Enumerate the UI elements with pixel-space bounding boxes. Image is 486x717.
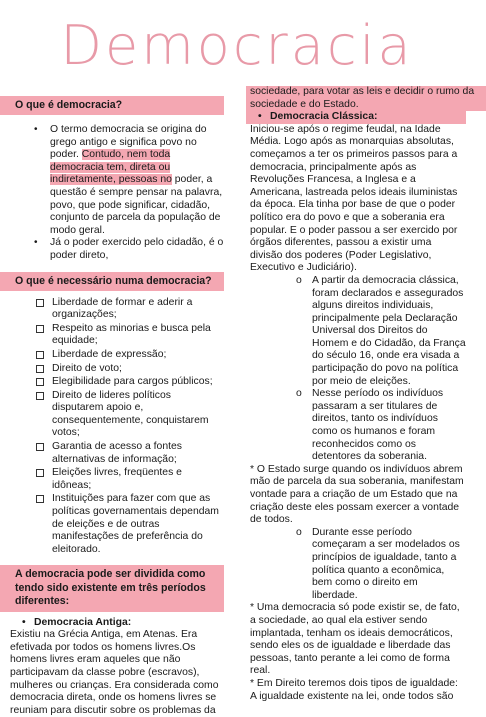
circle-marker: o: [296, 388, 302, 400]
square-bullet-icon: [36, 299, 44, 307]
requirements-list: [10, 297, 224, 557]
square-bullet-icon: [36, 351, 44, 359]
circle-marker: o: [296, 526, 302, 538]
checklist-item: [36, 363, 224, 376]
bullet-marker: •: [34, 237, 38, 249]
circle-item: [296, 527, 466, 603]
square-bullet-icon: [36, 378, 44, 386]
paragraph-continued: sociedade, para votar as leis e decidir o rumo da sociedade e do Estado.: [246, 86, 486, 111]
subheading-text: Democracia Antiga:: [34, 616, 132, 628]
checklist-item: [36, 349, 224, 362]
checklist-item-text: Respeito as minorias e busca pela equidade;: [52, 322, 211, 347]
paragraph-antiga: Existiu na Grécia Antiga, em Atenas. Era efetivada por todos os homens livres.Os homens livres eram aqueles que não participavam da classe pobre (escravos), mulheres ou crianças. Era considerada como democracia direta, onde os homens livres se reuniam para discutir sobre os problemas da: [10, 629, 219, 716]
checklist-item-text: Eleições livres, freqüentes e idôneas;: [52, 467, 182, 491]
checklist-item: [36, 323, 224, 348]
bullet-marker: •: [34, 124, 38, 135]
checklist-item: [36, 441, 224, 466]
checklist-item: [36, 376, 224, 389]
checklist-item: [36, 390, 224, 440]
checklist-item-text: Garantia de acesso a fontes alternativas de informação;: [52, 441, 182, 465]
paragraph-classica: Iniciou-se após o regime feudal, na Idade Média. Logo após as monarquias absolutas, começamos a ter os primeiros passos para a democracia, principalmente após as Revoluções Francesa, a Inglesa e a Americana, lastreada pelos ideais iluministas da época. Ela tinha por base de que o poder político era do povo e que a soberania era popular. E o poder passou a ser exercido por órgãos diferentes, passou a existir uma divisão dos poderes (Poder Legislativo, Executivo e Judiciário).: [250, 123, 458, 274]
checklist-item-text: Liberdade de formar e aderir a organizações;: [52, 296, 193, 321]
checklist-item: [36, 493, 224, 556]
paragraph-estado: * O Estado surge quando os indivíduos abrem mão de parcela da sua soberania, manifestam vontade para a criação de um Estado que na criação deste eles possam exercer a vontade de todos.: [250, 463, 464, 526]
checklist-item: [36, 467, 224, 492]
circle-item-text: A partir da democracia clássica, foram declarados e assegurados alguns direitos individuais, principalmente pela Declaração Universal dos Direitos do Homem e do Cidadão, da França do século 16, onde era visada a participação do povo na política por meio de eleições.: [312, 274, 466, 387]
bullet-text: O termo democracia se origina do grego antigo e significa povo no poder. Contudo, nem toda democracia tem, direta ou indiretamente, pessoas no poder, a questão é sempre pensar na palavra, povo, que pode significar, cidadão, conjunto de parcela da população de modo geral.: [50, 124, 223, 236]
section-heading-requirements: O que é necessário numa democracia?: [0, 272, 224, 291]
bullet-text: Já o poder exercido pelo cidadão, é o poder direto,: [50, 237, 224, 261]
circle-item: [296, 275, 466, 388]
checklist-item-text: Elegibilidade para cargos públicos;: [52, 376, 213, 388]
circle-item-text: Nesse período os indivíduos passaram a ser titulares de direitos, tanto os indivíduos como os humanos e foram reconhecidos como os detentores da soberania.: [312, 388, 444, 463]
left-column: [10, 96, 224, 717]
right-column: [250, 86, 475, 703]
bullet-item: [34, 237, 224, 262]
paragraph-uma-democracia: * Uma democracia só pode existir se, de fato, a sociedade, ao qual ela estiver sendo implantada, tenham os ideais democráticos, sendo eles os de igualdade e liberdade das pessoas, tanto perante a lei como de forma real.: [250, 602, 460, 677]
square-bullet-icon: [36, 365, 44, 373]
subheading-text: Democracia Clássica:: [270, 111, 378, 123]
bullet-marker: •: [258, 111, 262, 123]
page-title: Democracia: [60, 14, 414, 77]
square-bullet-icon: [36, 392, 44, 400]
circle-marker: o: [296, 274, 302, 286]
checklist-item-text: Liberdade de expressão;: [52, 348, 167, 360]
circle-item-text: Durante esse período começaram a ser modelados os princípios de igualdade, tanto a política quanto a econômica, bem como o direito em liberdade.: [312, 526, 460, 601]
highlighted-text: Contudo, nem toda democracia tem, direta ou indiretamente, pessoas no: [50, 149, 172, 186]
square-bullet-icon: [36, 443, 44, 451]
paragraph-direito: * Em Direito teremos dois tipos de igualdade: A igualdade existente na lei, onde todos são: [250, 677, 458, 702]
section-heading-periods: A democracia pode ser dividida como tendo sido existente em três períodos diferentes:: [0, 565, 224, 611]
checklist-item-text: Direito de lideres políticos disputarem apoio e, consequentemente, conquistarem votos;: [52, 389, 209, 439]
checklist-item-text: Instituições para fazer com que as políticas governamentais dependam de eleições e de outras manifestações de preferência do eleitorado.: [52, 493, 219, 555]
bullet-marker: •: [22, 616, 26, 628]
subheading-democracia-classica: [246, 111, 466, 124]
subheading-democracia-antiga: [22, 617, 224, 630]
bullet-item: [34, 124, 224, 237]
section-heading-what-is-democracy: O que é democracia?: [0, 96, 224, 115]
checklist-item: [36, 297, 224, 322]
square-bullet-icon: [36, 325, 44, 333]
circle-item: [296, 388, 466, 464]
checklist-item-text: Direito de voto;: [52, 362, 122, 374]
square-bullet-icon: [36, 469, 44, 477]
square-bullet-icon: [36, 495, 44, 503]
